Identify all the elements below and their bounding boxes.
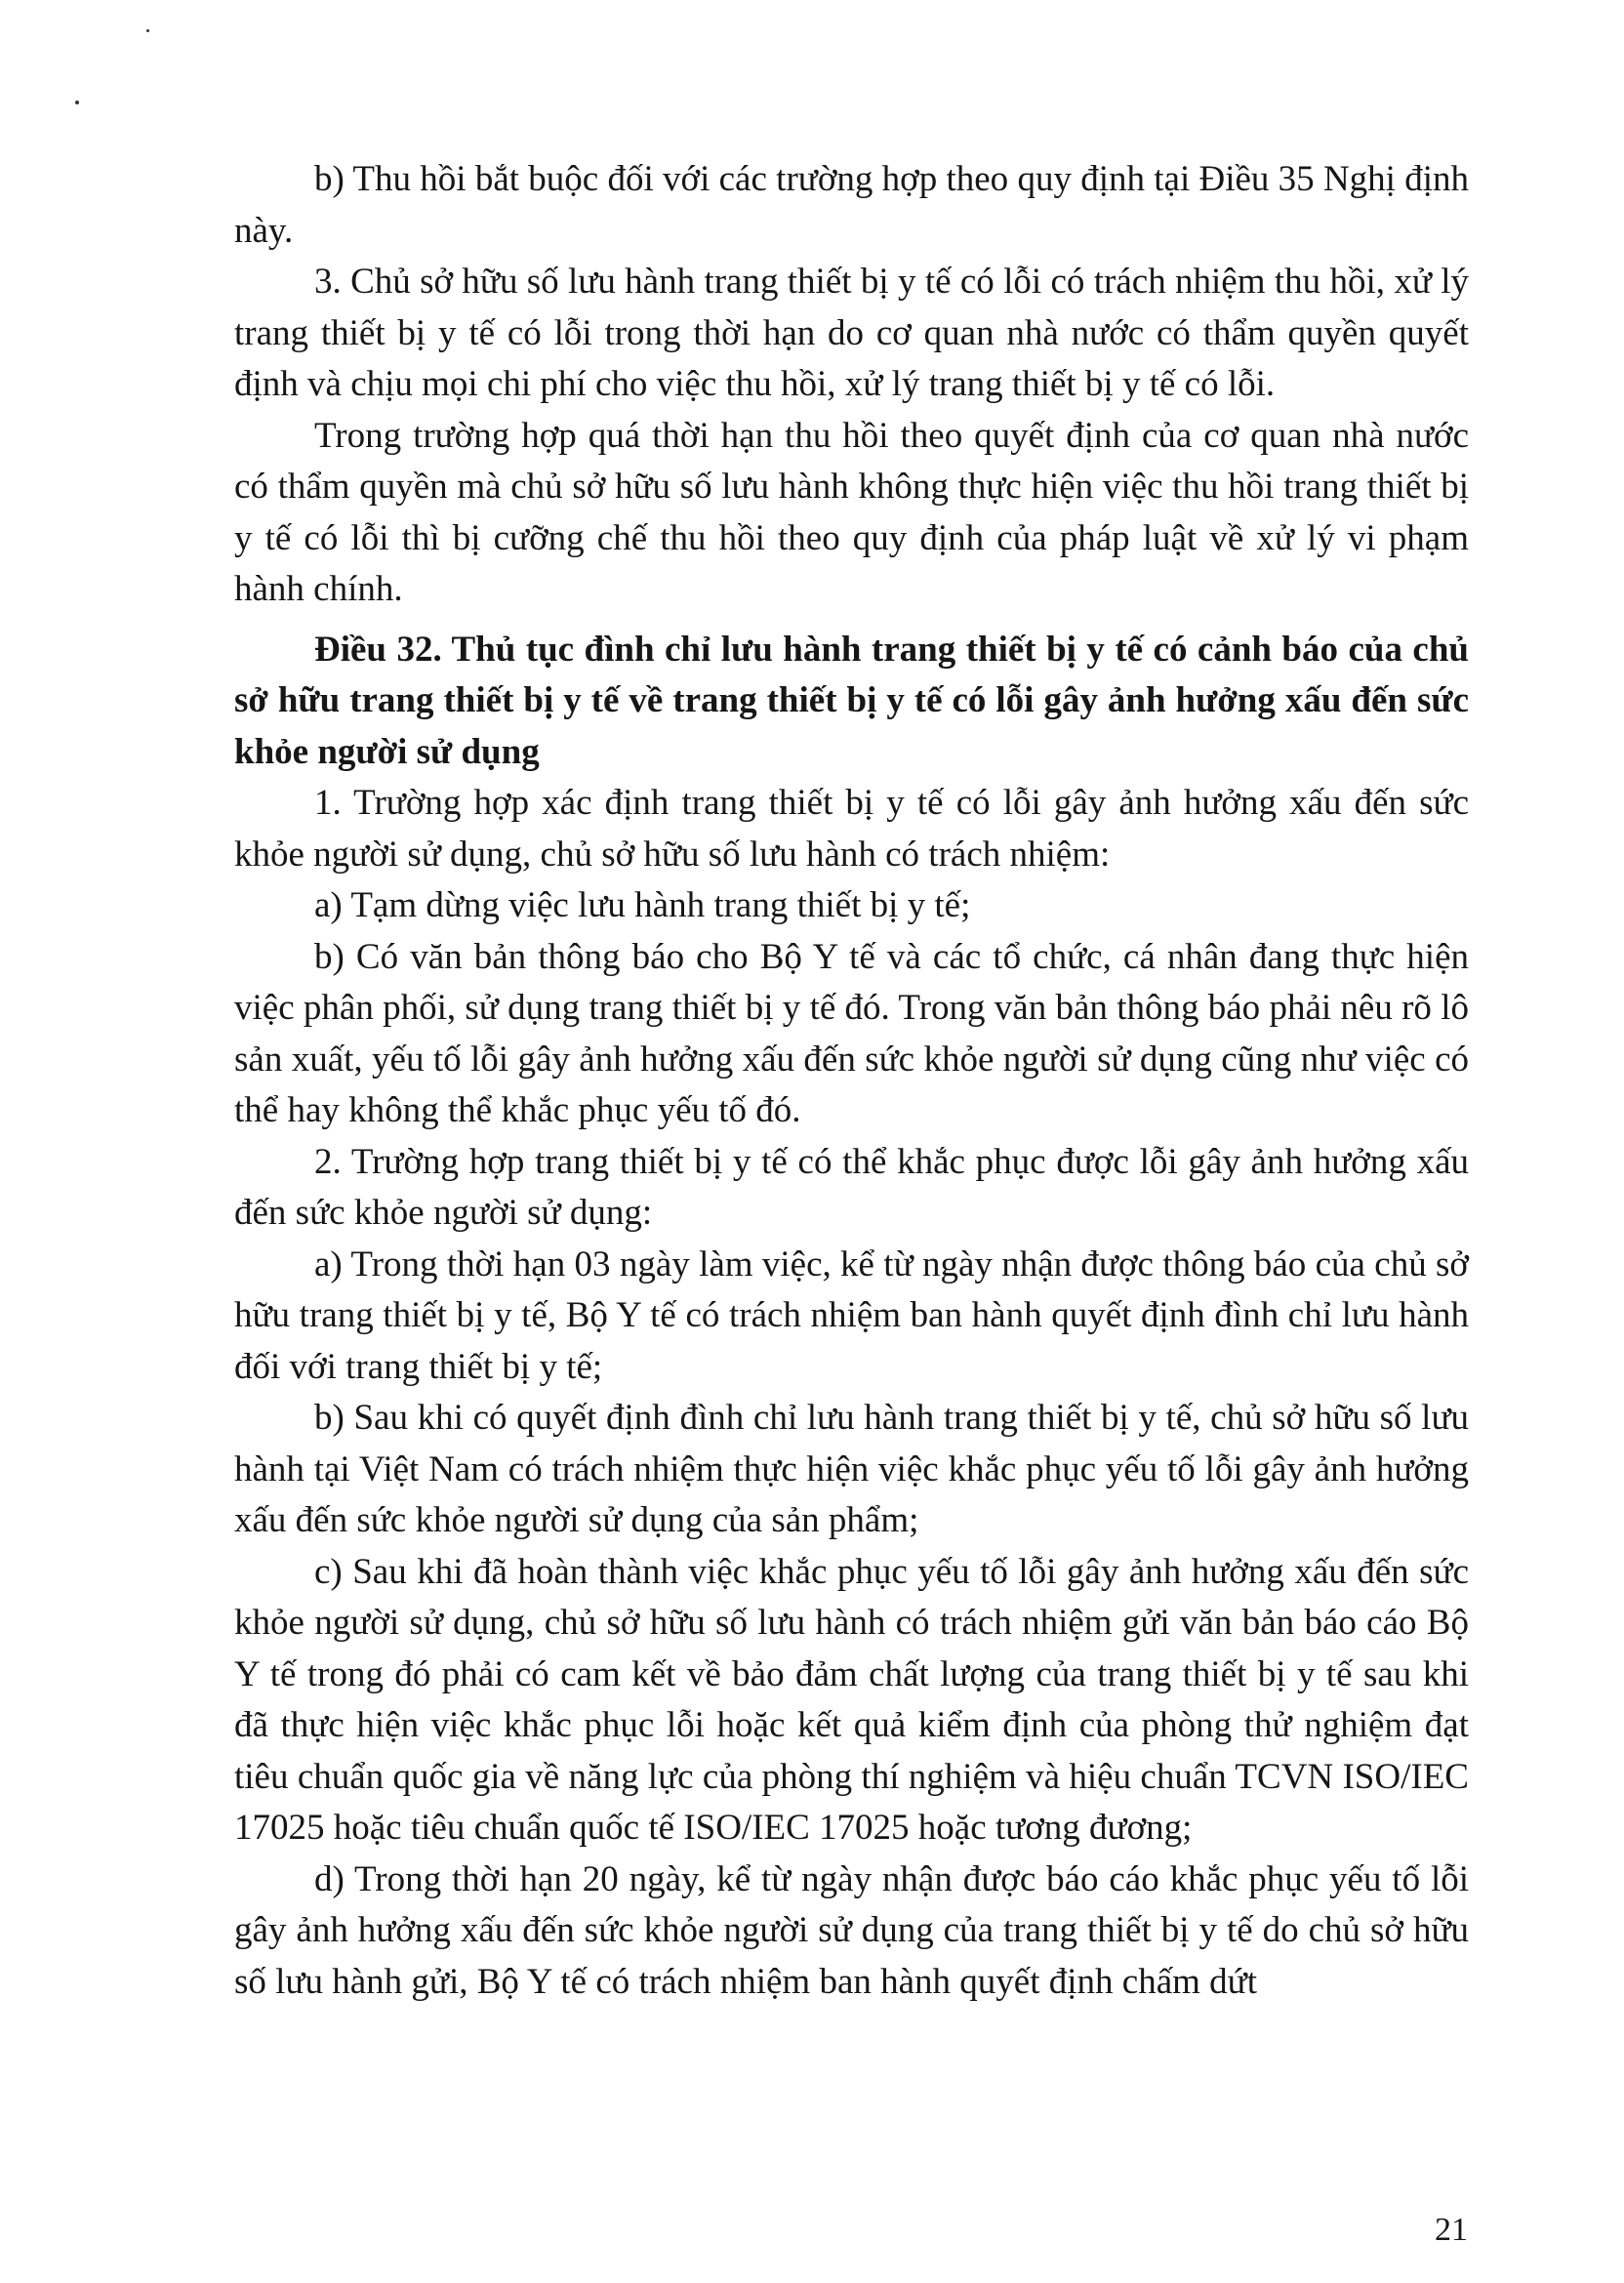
paragraph-2b: b) Sau khi có quyết định đình chỉ lưu hành trang thiết bị y tế, chủ sở hữu số lưu hành tại Việt Nam có trách nhiệm thực hiện việc khắc phục yếu tố lỗi gây ảnh hưởng xấu đến sức khỏe người sử dụng của sản phẩm; xyxy=(234,1398,1469,1540)
paragraph-b-thu-hoi: b) Thu hồi bắt buộc đối với các trường hợp theo quy định tại Điều 35 Nghị định này. xyxy=(234,159,1469,251)
paragraph-2c: c) Sau khi đã hoàn thành việc khắc phục yếu tố lỗi gây ảnh hưởng xấu đến sức khỏe người sử dụng, chủ sở hữu số lưu hành có trách nhiệm gửi văn bản báo cáo Bộ Y tế trong đó phải có cam kết về bảo đảm chất lượng của trang thiết bị y tế sau khi đã thực hiện việc khắc phục lỗi hoặc kết quả kiểm định của phòng thử nghiệm đạt tiêu chuẩn quốc gia về năng lực của phòng thí nghiệm và hiệu chuẩn TCVN ISO/IEC 17025 hoặc tiêu chuẩn quốc tế ISO/IEC 17025 hoặc tương đương; xyxy=(234,1551,1469,1848)
paragraph-1a: a) Tạm dừng việc lưu hành trang thiết bị y tế; xyxy=(314,885,971,925)
paragraph-2d: d) Trong thời hạn 20 ngày, kể từ ngày nhận được báo cáo khắc phục yếu tố lỗi gây ảnh hưởng xấu đến sức khỏe người sử dụng của trang thiết bị y tế do chủ sở hữu số lưu hành gửi, Bộ Y tế có trách nhiệm ban hành quyết định chấm dứt xyxy=(234,1858,1469,2002)
paragraph-1b: b) Có văn bản thông báo cho Bộ Y tế và các tổ chức, cá nhân đang thực hiện việc phân phối, sử dụng trang thiết bị y tế đó. Trong văn bản thông báo phải nêu rõ lô sản xuất, yếu tố lỗi gây ảnh hưởng xấu đến sức khỏe người sử dụng cũng như việc có thể hay không thể khắc phục yếu tố đó. xyxy=(234,936,1469,1130)
paragraph-2a: a) Trong thời hạn 03 ngày làm việc, kể từ ngày nhận được thông báo của chủ sở hữu trang thiết bị y tế, Bộ Y tế có trách nhiệm ban hành quyết định đình chỉ lưu hành đối với trang thiết bị y tế; xyxy=(234,1243,1469,1387)
paragraph-2-truong-hop: 2. Trường hợp trang thiết bị y tế có thể khắc phục được lỗi gây ảnh hưởng xấu đến sức khỏe người sử dụng: xyxy=(234,1141,1469,1233)
scan-speck xyxy=(75,101,79,104)
paragraph-3-trach-nhiem: 3. Chủ sở hữu số lưu hành trang thiết bị y tế có lỗi có trách nhiệm thu hồi, xử lý trang thiết bị y tế có lỗi trong thời hạn do cơ quan nhà nước có thẩm quyền quyết định và chịu mọi chi phí cho việc thu hồi, xử lý trang thiết bị y tế có lỗi. xyxy=(234,262,1469,404)
paragraph-cuong-che: Trong trường hợp quá thời hạn thu hồi theo quyết định của cơ quan nhà nước có thẩm quyền mà chủ sở hữu số lưu hành không thực hiện việc thu hồi trang thiết bị y tế có lỗi thì bị cưỡng chế thu hồi theo quy định của pháp luật về xử lý vi phạm hành chính. xyxy=(234,415,1469,609)
page-number: 21 xyxy=(1435,2212,1468,2248)
scan-speck xyxy=(146,29,149,32)
article-32-heading: Điều 32. Thủ tục đình chỉ lưu hành trang thiết bị y tế có cảnh báo của chủ sở hữu trang thiết bị y tế về trang thiết bị y tế có lỗi gây ảnh hưởng xấu đến sức khỏe người sử dụng xyxy=(234,629,1469,772)
paragraph-1-truong-hop: 1. Trường hợp xác định trang thiết bị y tế có lỗi gây ảnh hưởng xấu đến sức khỏe người sử dụng, chủ sở hữu số lưu hành có trách nhiệm: xyxy=(234,783,1469,875)
document-body xyxy=(234,154,1469,2008)
